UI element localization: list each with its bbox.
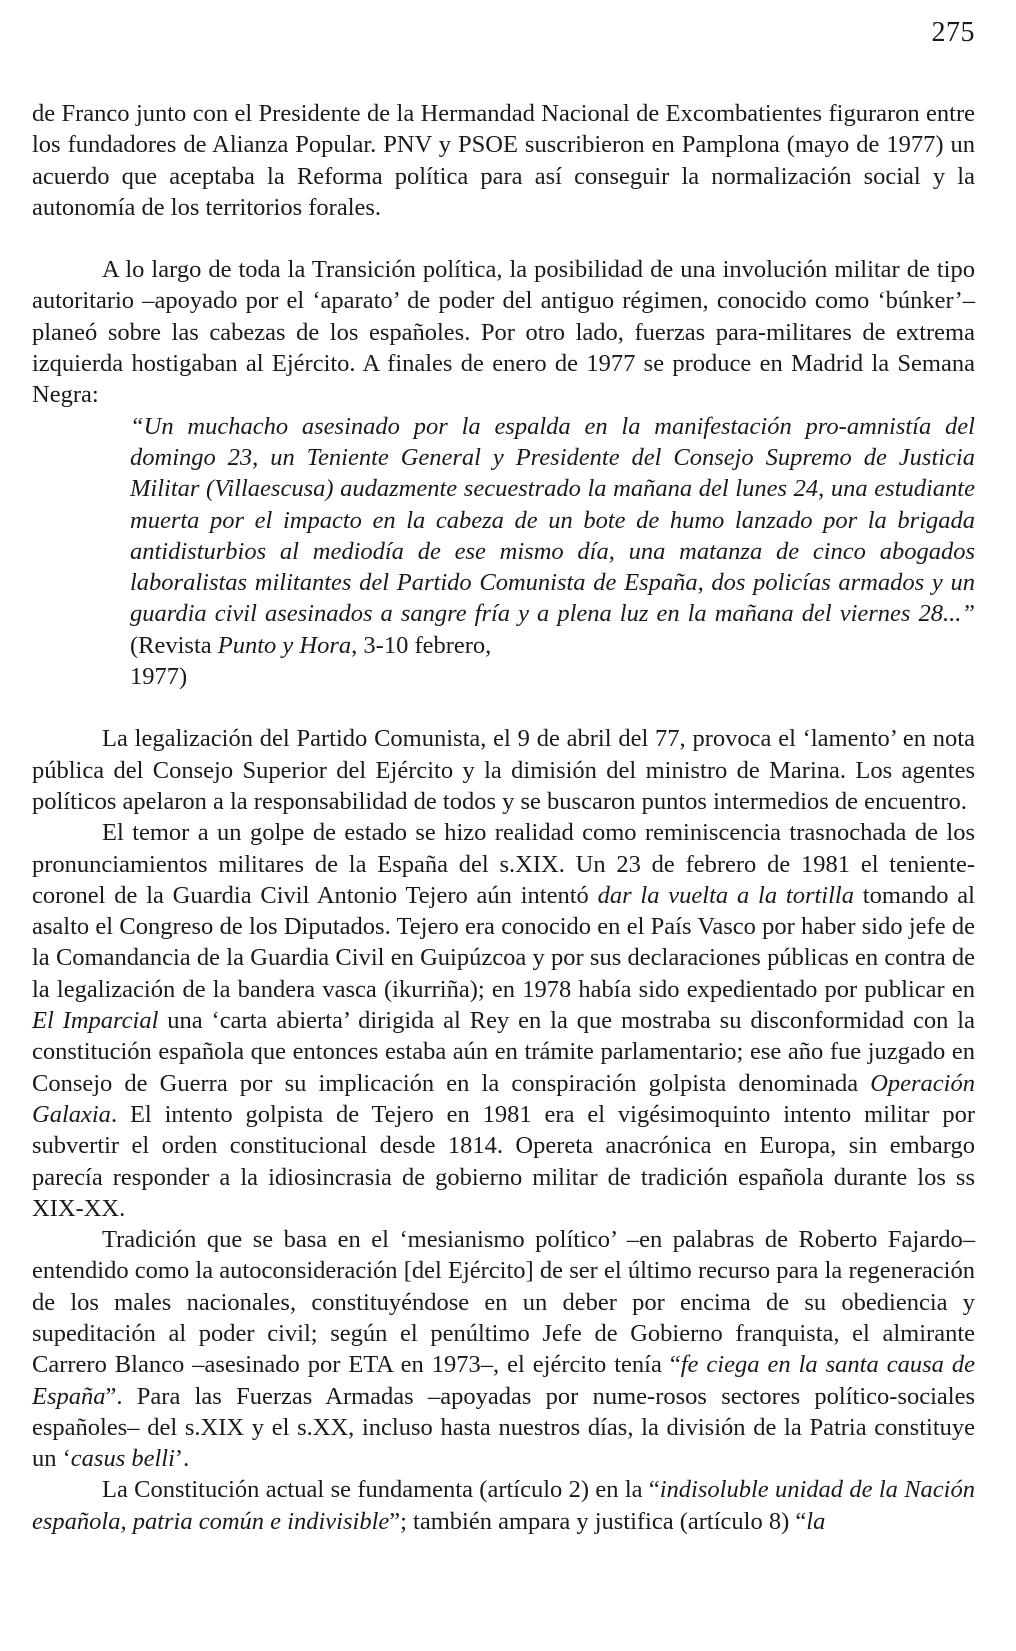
- paragraph-4-italic-2: El Imparcial: [32, 1007, 159, 1035]
- paragraph-6-italic-2: la: [806, 1507, 826, 1535]
- quote-source-title: Punto y Hora: [217, 631, 352, 659]
- paragraph-1: de Franco junto con el Presidente de la Hermandad Nacional de Excombatientes figuraron entre los fundadores de Alianza Popular. PNV y PSOE suscribieron en Pamplona (mayo de 1977) un acuerdo que aceptaba la Reforma política para así conseguir la normalización social y la autonomía de los territorios forales.: [32, 100, 975, 221]
- paragraph-3: La legalización del Partido Comunista, el 9 de abril del 77, provoca el ‘lamento’ en nota pública del Consejo Superior del Ejército y la dimisión del ministro de Marina. Los agentes políticos apelaron a la responsabilidad de todos y se buscaron puntos intermedios de encuentro.: [32, 725, 975, 815]
- paragraph-2: A lo largo de toda la Transición política, la posibilidad de una involución militar de tipo autoritario –apoyado por el ‘aparato’ de poder del antiguo régimen, conocido como ‘búnker’– planeó sobre las cabezas de los españoles. Por otro lado, fuerzas para-militares de extrema izquierda hostigaban al Ejército. A finales de enero de 1977 se produce en Madrid la Semana Negra:: [32, 256, 975, 409]
- paragraph-5-part-1: Tradición que se basa en el ‘mesianismo político’ –en palabras de Roberto Fajardo–entendido como la autoconsideración [del Ejército] de ser el último recurso para la regeneración de los males nacionales, constituyéndose en un deber por encima de su obediencia y supeditación al poder civil; según el penúltimo Jefe de Gobierno franquista, el almirante Carrero Blanco –asesinado por ETA en 1973–, el ejército tenía “: [32, 1226, 975, 1379]
- block-quote-body: [130, 411, 975, 661]
- block-quote: [130, 411, 975, 693]
- paragraph-4-part-3: una ‘carta abierta’ dirigida al Rey en la que mostraba su disconformidad con la constitución española que entonces estaba aún en trámite parlamentario; ese año fue juzgado en Consejo de Guerra por su implicación en la conspiración golpista denominada: [32, 1007, 975, 1097]
- paragraph-6-part-1: La Constitución actual se fundamenta (artículo 2) en la “: [102, 1476, 660, 1504]
- quote-source-prefix: (Revista: [130, 631, 218, 659]
- paragraph-5-part-2: ”. Para las Fuerzas Armadas –apoyadas por nume-rosos sectores político-sociales españoles– del s.XIX y el s.XX, incluso hasta nuestros días, la división de la Patria constituye un ‘: [32, 1382, 975, 1473]
- page-body: [32, 98, 975, 1537]
- paragraph-5-italic-2: casus belli: [70, 1445, 175, 1473]
- paragraph-6-part-2: ”; también ampara y justifica (artículo 8) “: [389, 1507, 807, 1535]
- paragraph-6: [32, 1474, 975, 1537]
- quote-source-date: , 3-10 febrero,: [351, 631, 492, 659]
- paragraph-4-italic-1: dar la vuelta a la tortilla: [597, 881, 854, 909]
- paragraph-5-italic-1: fe ciega en la santa causa de España: [32, 1351, 975, 1410]
- page-number: 275: [931, 17, 975, 48]
- paragraph-4-part-2: tomando al asalto el Congreso de los Diputados. Tejero era conocido en el País Vasco por haber sido jefe de la Comandancia de la Guardia Civil en Guipúzcoa y por sus declaraciones públicas en contra de la legalización de la bandera vasca (ikurriña); en 1978 había sido expedientado por publicar en: [32, 881, 975, 1003]
- paragraph-4: [32, 817, 975, 1224]
- paragraph-4-italic-3: Operación Galaxia: [32, 1069, 975, 1128]
- paragraph-5: [32, 1224, 975, 1474]
- paragraph-6-italic-1: indisoluble unidad de la Nación española, patria común e indivisible: [32, 1476, 975, 1535]
- block-quote-text: “Un muchacho asesinado por la espalda en la manifestación pro-amnistía del domingo 23, un Teniente General y Presidente del Consejo Supremo de Justicia Militar (Villaescusa) audazmente secuestrado la mañana del lunes 24, una estudiante muerta por el impacto en la cabeza de un bote de humo lanzado por la brigada antidisturbios al mediodía de ese mismo día, una matanza de cinco abogados laboralistas militantes del Partido Comunista de España, dos policías armados y un guardia civil asesinados a sangre fría y a plena luz en la mañana del viernes 28...”: [130, 412, 975, 628]
- paragraph-5-part-3: ’.: [174, 1445, 190, 1473]
- paragraph-4-part-4: . El intento golpista de Tejero en 1981 era el vigésimoquinto intento militar por subvertir el orden constitucional desde 1814. Opereta anacrónica en Europa, sin embargo parecía responder a la idiosincrasia de gobierno militar de tradición española durante los ss XIX-XX.: [32, 1100, 975, 1222]
- paragraph-4-part-1: El temor a un golpe de estado se hizo realidad como reminiscencia trasnochada de los pronunciamientos militares de la España del s.XIX. Un 23 de febrero de 1981 el teniente-coronel de la Guardia Civil Antonio Tejero aún intentó: [32, 819, 975, 909]
- quote-source-year: 1977): [130, 663, 188, 691]
